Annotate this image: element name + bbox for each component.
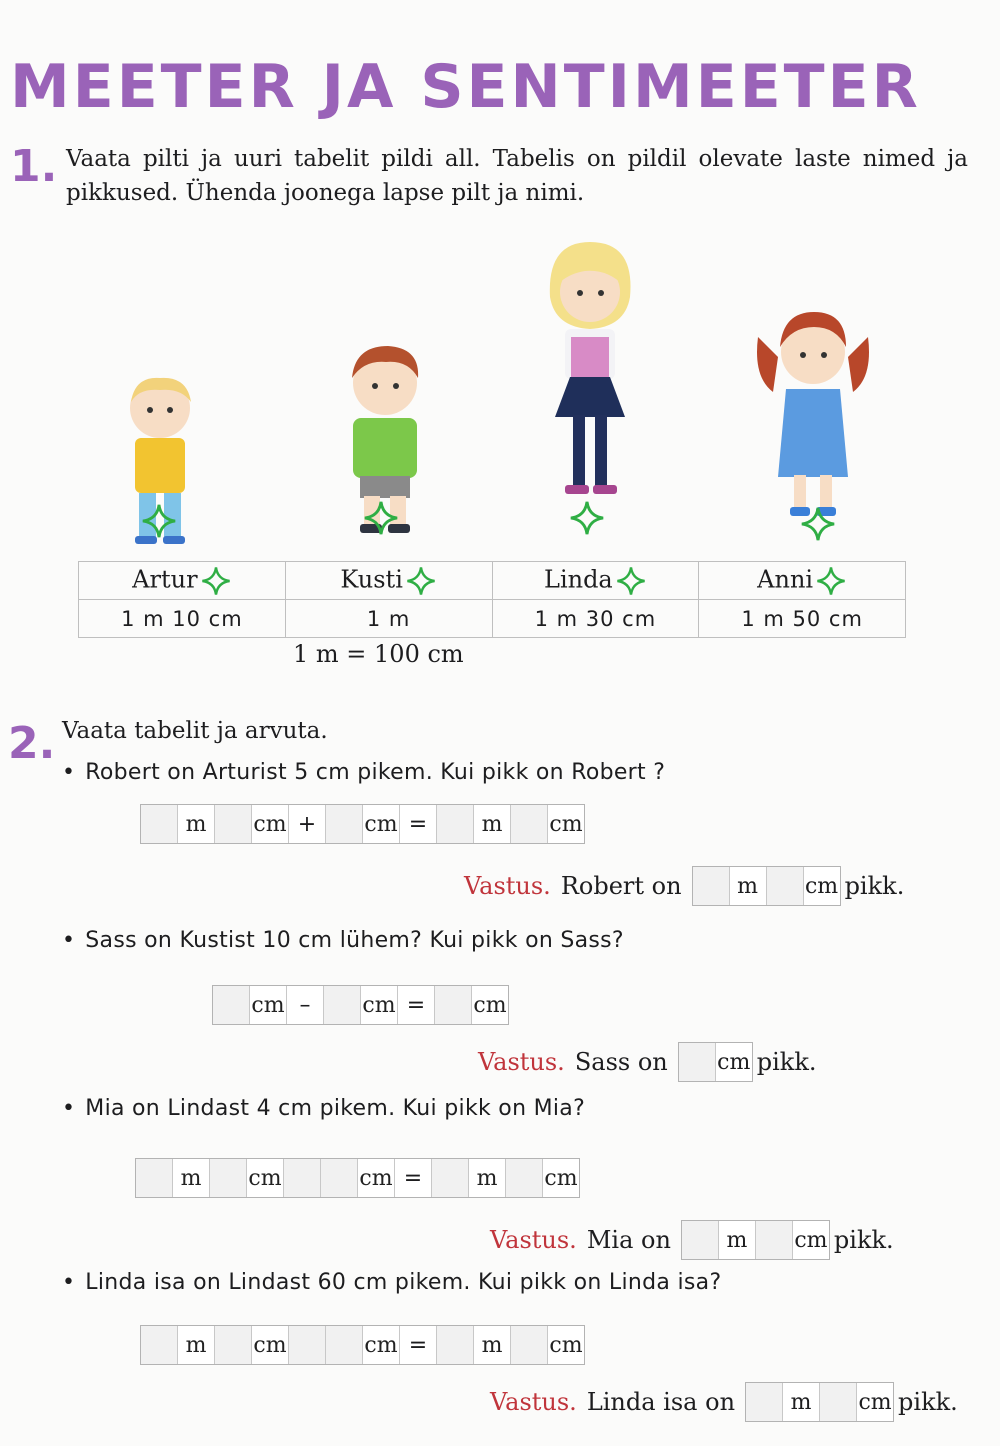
unit-label: cm — [793, 1221, 829, 1259]
children-heights-table — [78, 561, 906, 638]
connect-star-icon[interactable] — [615, 565, 647, 597]
unit-label: m — [178, 805, 215, 843]
number-input[interactable] — [215, 1326, 252, 1364]
unit-label: m — [783, 1383, 820, 1421]
unit-label: m — [474, 805, 511, 843]
unit-label: cm — [472, 986, 508, 1024]
task-2-instructions: Vaata tabelit ja arvuta. — [62, 718, 328, 744]
operator-input[interactable] — [284, 1159, 321, 1197]
connect-star-icon[interactable] — [799, 505, 837, 543]
child-linda-illustration[interactable] — [525, 232, 655, 512]
name-cell — [285, 562, 492, 600]
unit-label: m — [730, 867, 767, 905]
question-text: Robert on Arturist 5 cm pikem. Kui pikk on Robert ? — [85, 760, 666, 785]
number-input[interactable] — [210, 1159, 247, 1197]
unit-label: cm — [363, 1326, 400, 1364]
answer-text: Mia on — [586, 1226, 671, 1254]
operator-label: = — [398, 986, 435, 1024]
connect-star-icon[interactable] — [815, 565, 847, 597]
height-cell: 1 m 50 cm — [699, 600, 906, 638]
bullet-icon: • — [62, 760, 76, 785]
unit-conversion-note: 1 m = 100 cm — [293, 640, 464, 668]
unit-label: m — [719, 1221, 756, 1259]
answer-text: Linda isa on — [586, 1388, 736, 1416]
number-input[interactable] — [820, 1383, 857, 1421]
unit-label: cm — [548, 1326, 584, 1364]
number-input[interactable] — [141, 1326, 178, 1364]
number-input[interactable] — [437, 805, 474, 843]
equation-mia — [135, 1158, 580, 1198]
name-cell — [699, 562, 906, 600]
bullet-icon: • — [62, 928, 76, 953]
connect-star-icon[interactable] — [362, 499, 400, 537]
number-input[interactable] — [136, 1159, 173, 1197]
number-input[interactable] — [511, 805, 548, 843]
operator-input[interactable] — [289, 1326, 326, 1364]
height-cell: 1 m 30 cm — [492, 600, 699, 638]
child-name: Anni — [757, 565, 814, 593]
equation-sass — [212, 985, 509, 1025]
heights-row — [79, 600, 906, 638]
number-input[interactable] — [511, 1326, 548, 1364]
answer-label: Vastus. — [490, 1226, 577, 1254]
number-input[interactable] — [756, 1221, 793, 1259]
number-input[interactable] — [141, 805, 178, 843]
answer-end-text: pikk. — [844, 872, 905, 900]
answer-text: Robert on — [560, 872, 682, 900]
answer-end-text: pikk. — [833, 1226, 894, 1254]
answer-label: Vastus. — [478, 1048, 565, 1076]
operator-label: + — [289, 805, 326, 843]
answer-boxes — [678, 1042, 753, 1082]
connect-star-icon[interactable] — [568, 499, 606, 537]
child-artur-illustration[interactable] — [95, 318, 225, 598]
unit-label: cm — [252, 805, 289, 843]
number-input[interactable] — [435, 986, 472, 1024]
unit-label: cm — [250, 986, 287, 1024]
unit-label: cm — [548, 805, 584, 843]
answer-robert — [464, 866, 904, 906]
question-robert — [62, 760, 665, 785]
task-1-number: 1. — [10, 141, 58, 192]
number-input[interactable] — [213, 986, 250, 1024]
bullet-icon: • — [62, 1270, 76, 1295]
number-input[interactable] — [746, 1383, 783, 1421]
answer-end-text: pikk. — [898, 1388, 958, 1416]
name-cell — [79, 562, 286, 600]
child-name: Artur — [132, 565, 198, 593]
height-cell: 1 m 10 cm — [79, 600, 286, 638]
unit-label: cm — [543, 1159, 579, 1197]
operator-label: = — [395, 1159, 432, 1197]
unit-label: m — [474, 1326, 511, 1364]
number-input[interactable] — [682, 1221, 719, 1259]
number-input[interactable] — [326, 805, 363, 843]
answer-label: Vastus. — [490, 1388, 577, 1416]
operator-label: = — [400, 805, 437, 843]
question-linda-isa — [62, 1270, 721, 1295]
answer-sass — [478, 1042, 817, 1082]
answer-mia — [490, 1220, 894, 1260]
question-mia — [62, 1096, 585, 1121]
number-input[interactable] — [767, 867, 804, 905]
height-cell: 1 m — [285, 600, 492, 638]
question-text: Linda isa on Lindast 60 cm pikem. Kui pikk on Linda isa? — [85, 1270, 722, 1295]
number-input[interactable] — [693, 867, 730, 905]
connect-star-icon[interactable] — [200, 565, 232, 597]
question-text: Mia on Lindast 4 cm pikem. Kui pikk on Mia? — [85, 1096, 586, 1121]
unit-label: cm — [358, 1159, 395, 1197]
number-input[interactable] — [321, 1159, 358, 1197]
unit-label: cm — [804, 867, 840, 905]
names-row — [79, 562, 906, 600]
answer-boxes — [681, 1220, 830, 1260]
unit-label: m — [178, 1326, 215, 1364]
unit-label: cm — [252, 1326, 289, 1364]
unit-label: cm — [361, 986, 398, 1024]
answer-text: Sass on — [574, 1048, 668, 1076]
unit-label: cm — [857, 1383, 893, 1421]
number-input[interactable] — [324, 986, 361, 1024]
equation-linda-isa — [140, 1325, 585, 1365]
bullet-icon: • — [62, 1096, 76, 1121]
number-input[interactable] — [506, 1159, 543, 1197]
question-sass — [62, 928, 624, 953]
answer-boxes — [745, 1382, 894, 1422]
number-input[interactable] — [326, 1326, 363, 1364]
unit-label: cm — [363, 805, 400, 843]
unit-label: m — [173, 1159, 210, 1197]
answer-end-text: pikk. — [756, 1048, 817, 1076]
answer-linda-isa — [490, 1382, 958, 1422]
page-title: MEETER JA SENTIMEETER — [10, 52, 921, 122]
operator-label: = — [400, 1326, 437, 1364]
unit-label: cm — [716, 1043, 752, 1081]
number-input[interactable] — [432, 1159, 469, 1197]
unit-label: cm — [247, 1159, 284, 1197]
task-2-number: 2. — [8, 718, 56, 769]
answer-label: Vastus. — [464, 872, 551, 900]
connect-star-icon[interactable] — [405, 565, 437, 597]
number-input[interactable] — [437, 1326, 474, 1364]
operator-label: – — [287, 986, 324, 1024]
number-input[interactable] — [215, 805, 252, 843]
unit-label: m — [469, 1159, 506, 1197]
child-name: Linda — [544, 565, 613, 593]
name-cell — [492, 562, 699, 600]
question-text: Sass on Kustist 10 cm lühem? Kui pikk on Sass? — [85, 928, 624, 953]
answer-boxes — [692, 866, 841, 906]
connect-star-icon[interactable] — [140, 502, 178, 540]
child-name: Kusti — [340, 565, 403, 593]
number-input[interactable] — [679, 1043, 716, 1081]
task-1-instructions: Vaata pilti ja uuri tabelit pildi all. Tabelis on pildil olevate laste nimed ja pikkused. Ühenda joonega lapse pilt ja nimi. — [66, 146, 968, 206]
equation-robert — [140, 804, 585, 844]
